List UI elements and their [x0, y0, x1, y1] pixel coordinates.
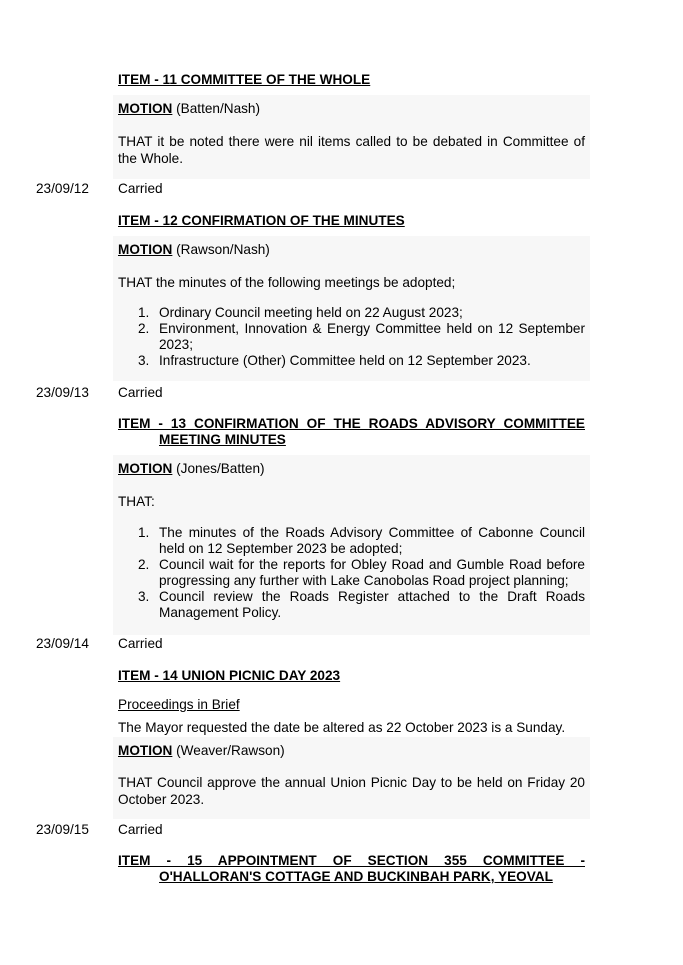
item-13-result: Carried [118, 636, 163, 651]
item-11-resolution-number: 23/09/12 [36, 181, 89, 196]
list-item [138, 589, 585, 621]
item-13-heading-line-1: ITEM - 13 CONFIRMATION OF THE ROADS ADVISORY COMMITTEE [118, 416, 585, 431]
list-number: 3. [138, 589, 150, 604]
motion-label: MOTION [118, 101, 173, 116]
motion-label: MOTION [118, 743, 173, 758]
item-12-intro: THAT the minutes of the following meetings be adopted; [118, 275, 456, 290]
item-14-result: Carried [118, 822, 163, 837]
item-12-result: Carried [118, 385, 163, 400]
item-12-list [138, 305, 585, 369]
item-15-heading-line-2: O'HALLORAN'S COTTAGE AND BUCKINBAH PARK, YEOVAL [159, 869, 553, 884]
item-14-motion [118, 743, 285, 758]
item-11-motion [118, 101, 260, 116]
motion-movers: (Batten/Nash) [172, 101, 261, 116]
list-number: 1. [138, 525, 150, 540]
list-text: Ordinary Council meeting held on 22 August 2023; [159, 305, 463, 320]
list-text: Council wait for the reports for Obley Road and Gumble Road before progressing any further with Lake Canobolas Road project planning; [159, 557, 585, 588]
item-14-brief: The Mayor requested the date be altered as 22 October 2023 is a Sunday. [118, 720, 566, 735]
item-12-resolution-number: 23/09/13 [36, 385, 89, 400]
list-number: 2. [138, 321, 150, 336]
list-text: The minutes of the Roads Advisory Committee of Cabonne Council held on 12 September 2023 be adopted; [159, 525, 585, 556]
item-11-resolution-text: THAT it be noted there were nil items called to be debated in Committee of the Whole. [118, 134, 585, 166]
item-15-heading-line-1: ITEM - 15 APPOINTMENT OF SECTION 355 COMMITTEE - [118, 853, 585, 868]
item-11-result: Carried [118, 181, 163, 196]
item-13-heading [118, 416, 585, 448]
item-14-heading: ITEM - 14 UNION PICNIC DAY 2023 [118, 668, 341, 683]
list-item [138, 525, 585, 557]
motion-movers: (Jones/Batten) [172, 461, 265, 476]
item-14-resolution-number: 23/09/15 [36, 822, 89, 837]
motion-movers: (Rawson/Nash) [172, 242, 270, 257]
item-12-heading: ITEM - 12 CONFIRMATION OF THE MINUTES [118, 213, 405, 228]
item-13-heading-line-2: MEETING MINUTES [159, 432, 286, 447]
item-15-heading [118, 853, 585, 885]
item-13-motion [118, 461, 265, 476]
list-number: 3. [138, 353, 150, 368]
list-number: 2. [138, 557, 150, 572]
item-13-intro: THAT: [118, 494, 155, 509]
motion-label: MOTION [118, 461, 173, 476]
list-text: Infrastructure (Other) Committee held on 12 September 2023. [159, 353, 531, 368]
list-item [138, 353, 585, 369]
item-14-subheading: Proceedings in Brief [118, 697, 240, 712]
motion-label: MOTION [118, 242, 173, 257]
item-14-resolution-text: THAT Council approve the annual Union Picnic Day to be held on Friday 20 October 2023. [118, 775, 585, 807]
list-text: Council review the Roads Register attached to the Draft Roads Management Policy. [159, 589, 585, 620]
list-item [138, 321, 585, 353]
item-13-resolution-number: 23/09/14 [36, 636, 89, 651]
item-13-list [138, 525, 585, 621]
list-text: Environment, Innovation & Energy Committee held on 12 September 2023; [159, 321, 585, 352]
motion-movers: (Weaver/Rawson) [172, 743, 285, 758]
item-11-heading: ITEM - 11 COMMITTEE OF THE WHOLE [118, 72, 371, 87]
list-number: 1. [138, 305, 150, 320]
list-item [138, 557, 585, 589]
list-item [138, 305, 585, 321]
item-12-motion [118, 242, 270, 257]
